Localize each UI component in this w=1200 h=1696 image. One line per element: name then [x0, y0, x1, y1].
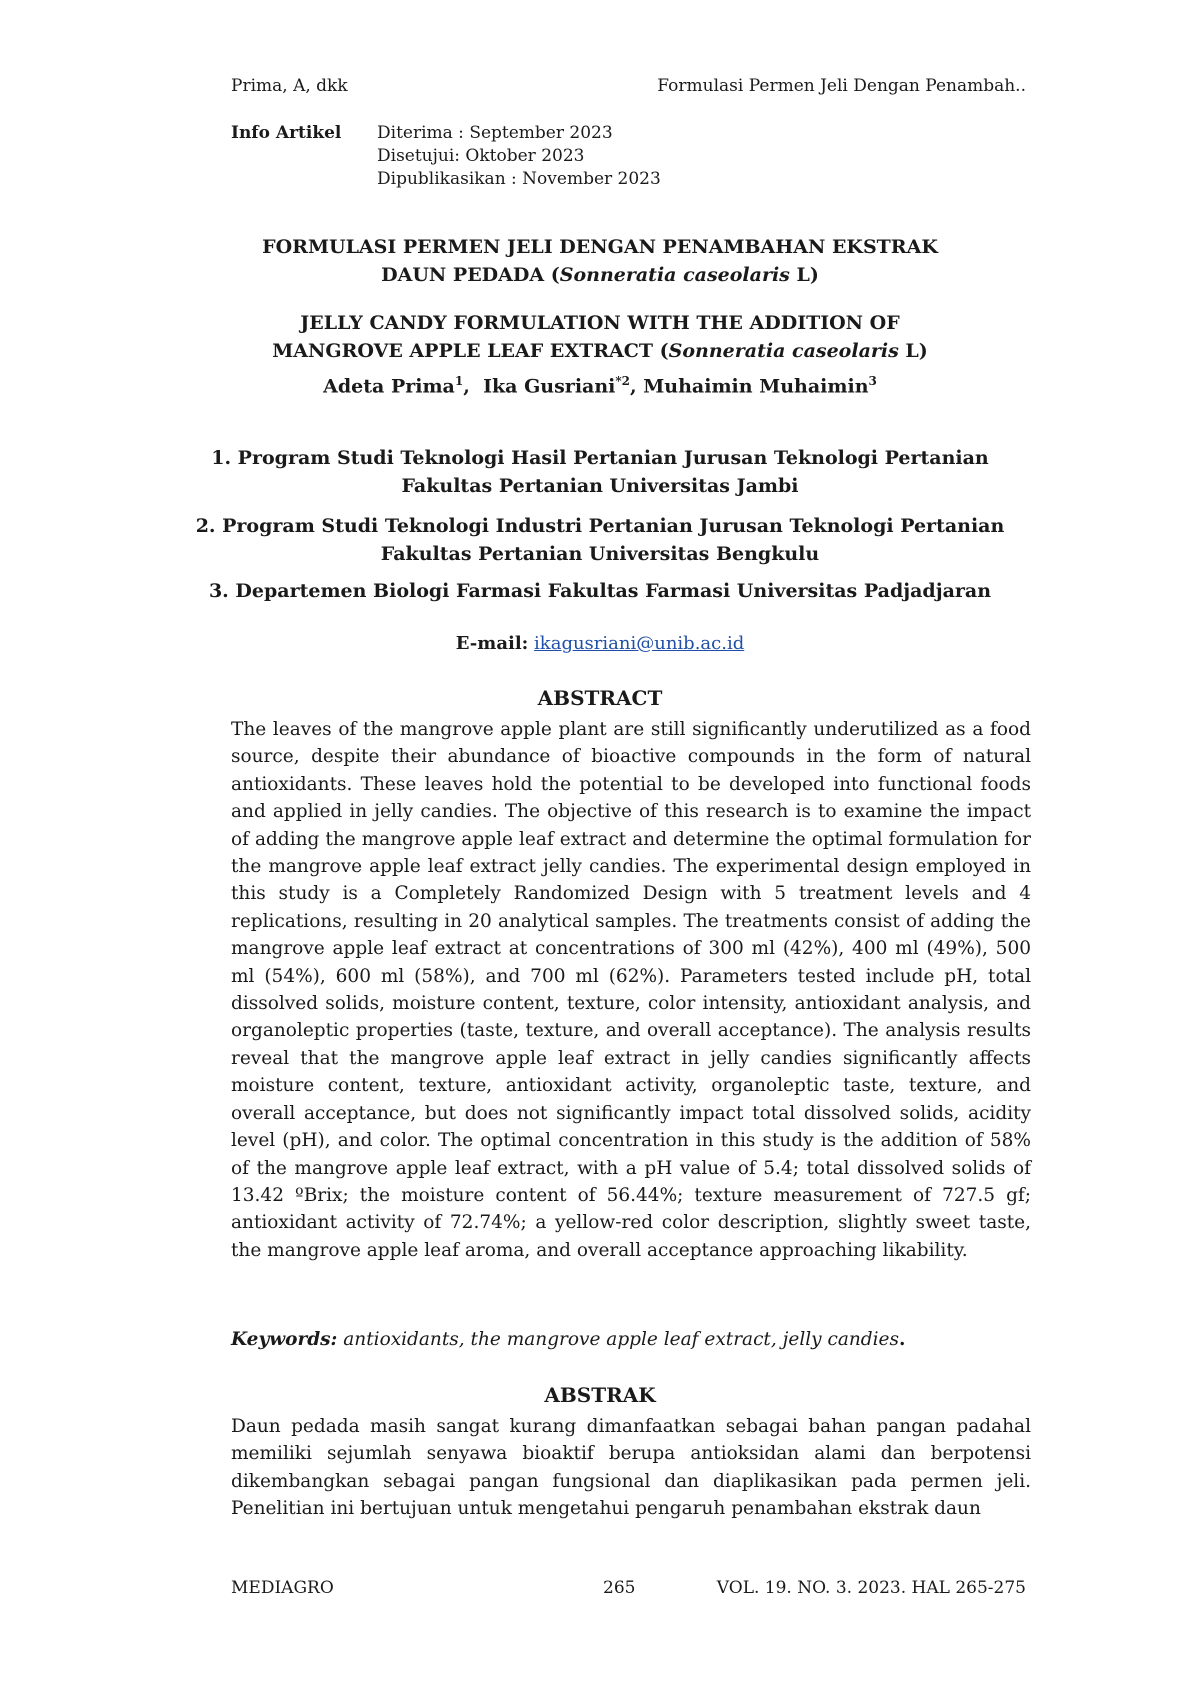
affiliation-3 [180, 580, 1020, 602]
title-en-line2 [180, 337, 1020, 365]
species-name-en: Sonneratia caseolaris [668, 340, 899, 362]
author-affil-mark: *2 [615, 374, 631, 388]
title-en-line2-pre: MANGROVE APPLE LEAF EXTRACT ( [272, 340, 669, 362]
title-id-line2 [180, 261, 1020, 289]
affiliation-2 [180, 512, 1020, 568]
affiliation-3-line1: 3. Departemen Biologi Farmasi Fakultas Farmasi Universitas Padjadjaran [208, 580, 992, 602]
author-affil-mark: 3 [868, 374, 877, 388]
keywords-end: . [899, 1329, 906, 1350]
title-id-line2-post: L) [789, 264, 819, 286]
author-name: Adeta Prima [323, 375, 455, 398]
affiliation-2-line1: 2. Program Studi Teknologi Industri Pertanian Jurusan Teknologi Pertanian [195, 515, 1005, 537]
received-date: Diterima : September 2023 [377, 123, 613, 143]
keywords-text: antioxidants, the mangrove apple leaf extract, jelly candies [337, 1329, 899, 1350]
author-affil-mark: 1 [454, 374, 464, 388]
title-en-line1: JELLY CANDY FORMULATION WITH THE ADDITION OF [300, 312, 900, 334]
title-en-line2-post: L) [898, 340, 928, 362]
abstract-body: The leaves of the mangrove apple plant are still significantly underutilized as a food source, despite their abundance of bioactive compounds in the form of natural antioxidants. These leaves hold the potential to be developed into functional foods and applied in jelly candies. The objective of this research is to examine the impact of adding the mangrove apple leaf extract and determine the optimal formulation for the mangrove apple leaf extract jelly candies. The experimental design employed in this study is a Completely Randomized Design with 5 treatment levels and 4 replications, resulting in 20 analytical samples. The treatments consist of adding the mangrove apple leaf extract at concentrations of 300 ml (42%), 400 ml (49%), 500 ml (54%), 600 ml (58%), and 700 ml (62%). Parameters tested include pH, total dissolved solids, moisture content, texture, color intensity, antioxidant analysis, and organoleptic properties (taste, texture, and overall acceptance). The analysis results reveal that the mangrove apple leaf extract in jelly candies significantly affects moisture content, texture, antioxidant activity, organoleptic taste, texture, and overall acceptance, but does not significantly impact total dissolved solids, acidity level (pH), and color. The optimal concentration in this study is the addition of 58% of the mangrove apple leaf extract, with a pH value of 5.4; total dissolved solids of 13.42 ºBrix; the moisture content of 56.44%; texture measurement of 727.5 gf; antioxidant activity of 72.74%; a yellow-red color description, slightly sweet taste, the mangrove apple leaf aroma, and overall acceptance approaching likability. [231, 719, 1031, 1261]
author-list: Adeta Prima$^1$, Ika Gusriani$^{*2}$, Muhaimin Muhaimin$^3$ [323, 374, 877, 398]
published-date: Dipublikasikan : November 2023 [377, 169, 661, 189]
title-english [180, 309, 1020, 365]
affiliation-1-line1: 1. Program Studi Teknologi Hasil Pertanian Jurusan Teknologi Pertanian [211, 447, 989, 469]
footer-journal: MEDIAGRO [231, 1578, 334, 1598]
keywords [231, 1329, 1031, 1350]
author-name: Muhaimin Muhaimin [643, 375, 869, 398]
email-link[interactable]: ikagusriani@unib.ac.id [534, 633, 745, 654]
affiliation-2-line2: Fakultas Pertanian Universitas Bengkulu [380, 543, 820, 565]
affiliation-1-line2: Fakultas Pertanian Universitas Jambi [401, 475, 799, 497]
affiliation-1 [180, 444, 1020, 500]
email-label: E-mail: [455, 633, 529, 654]
author-name: Ika Gusriani [483, 375, 616, 398]
abstract-heading: ABSTRACT [537, 686, 663, 710]
running-header-author: Prima, A, dkk [231, 76, 348, 96]
running-header-title: Formulasi Permen Jeli Dengan Penambah.. [657, 76, 1026, 96]
title-indonesian [180, 233, 1020, 289]
title-id-line2-pre: DAUN PEDADA ( [381, 264, 560, 286]
species-name: Sonneratia caseolaris [559, 264, 790, 286]
corresponding-email [180, 633, 1020, 654]
article-info-label: Info Artikel [231, 123, 342, 143]
footer-page-number: 265 [603, 1578, 636, 1598]
keywords-label: Keywords: [231, 1329, 338, 1350]
abstrak-heading: ABSTRAK [544, 1383, 656, 1407]
abstrak-body: Daun pedada masih sangat kurang dimanfaatkan sebagai bahan pangan padahal memiliki sejumlah senyawa bioaktif berupa antioksidan alami dan berpotensi dikembangkan sebagai pangan fungsional dan diaplikasikan pada permen jeli. Penelitian ini bertujuan untuk mengetahui pengaruh penambahan ekstrak daun [231, 1416, 1031, 1520]
approved-date: Disetujui: Oktober 2023 [377, 146, 585, 166]
title-id-line1: FORMULASI PERMEN JELI DENGAN PENAMBAHAN EKSTRAK [262, 236, 938, 258]
footer-volume: VOL. 19. NO. 3. 2023. HAL 265-275 [716, 1578, 1026, 1598]
article-info-dates [377, 122, 661, 191]
